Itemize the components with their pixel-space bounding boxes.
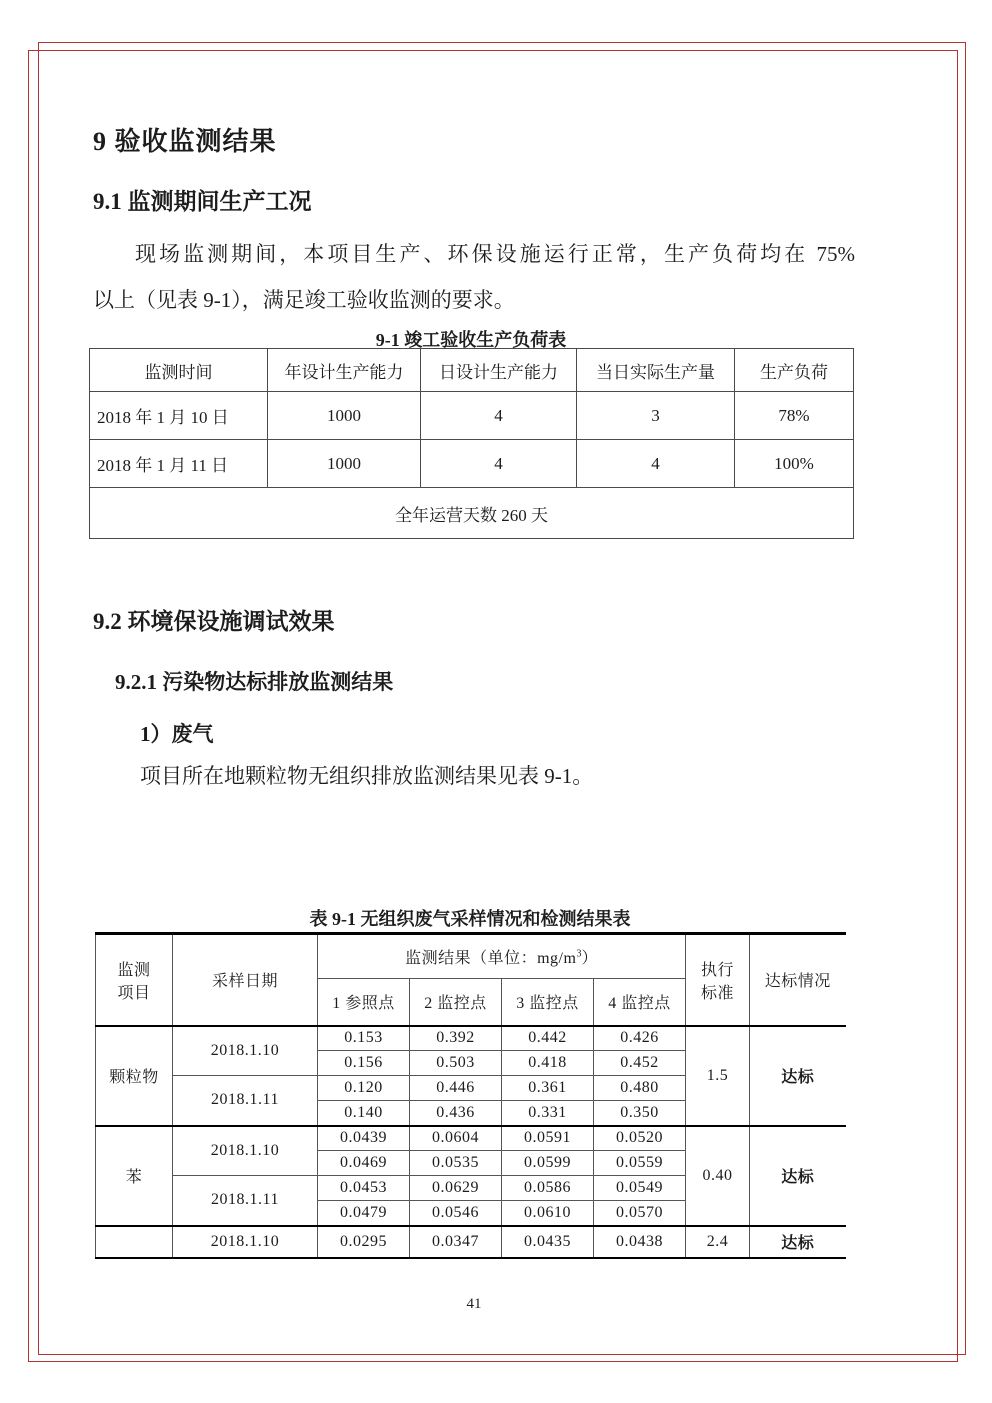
- table-row: [90, 392, 854, 440]
- unit-superscript: 3: [576, 948, 582, 960]
- cell-value: 0.0549: [594, 1176, 686, 1201]
- cell-value: 0.452: [594, 1051, 686, 1076]
- cell-value: 0.0479: [318, 1201, 410, 1226]
- cell-status: 达标: [750, 1226, 846, 1258]
- cell-operating-days: 全年运营天数 260 天: [90, 488, 854, 539]
- cell-value: 78%: [735, 392, 854, 440]
- cell-status: 达标: [750, 1126, 846, 1226]
- column-header-item: [96, 934, 173, 1026]
- column-header-point-4: 4 监控点: [594, 979, 686, 1026]
- cell-value: 0.120: [318, 1076, 410, 1101]
- cell-value: 0.0559: [594, 1151, 686, 1176]
- cell-value: 0.0604: [410, 1126, 502, 1151]
- table-footer-row: [90, 488, 854, 539]
- table-caption-production-load: 9-1 竣工验收生产负荷表: [375, 330, 567, 350]
- cell-value: 0.392: [410, 1026, 502, 1051]
- cell-status: 达标: [750, 1026, 846, 1126]
- cell-value: 0.0469: [318, 1151, 410, 1176]
- cell-value: 3: [577, 392, 735, 440]
- cell-value: 4: [421, 440, 577, 488]
- cell-date: 2018.1.10: [173, 1226, 318, 1258]
- cell-date: 2018 年 1 月 11 日: [90, 440, 268, 488]
- cell-value: 0.442: [502, 1026, 594, 1051]
- column-header-load: 生产负荷: [735, 349, 854, 392]
- table-row: [96, 1126, 846, 1151]
- table-row: [96, 1226, 846, 1258]
- heading-section-9-2: 9.2 环境保设施调试效果: [93, 609, 335, 634]
- cell-value: 0.426: [594, 1026, 686, 1051]
- column-header-point-3: 3 监控点: [502, 979, 594, 1026]
- cell-value: 0.156: [318, 1051, 410, 1076]
- cell-value: 0.0610: [502, 1201, 594, 1226]
- paragraph-line: 以上（见表 9-1），满足竣工验收监测的要求。: [93, 288, 515, 312]
- column-header-standard: [686, 934, 750, 1026]
- cell-value: 1000: [268, 440, 421, 488]
- page-number: 41: [466, 1296, 482, 1312]
- column-header-monitor-time: 监测时间: [90, 349, 268, 392]
- column-header-annual-capacity: 年设计生产能力: [268, 349, 421, 392]
- column-header-point-2: 2 监控点: [410, 979, 502, 1026]
- header-text: 项目: [117, 984, 151, 1002]
- header-text: 标准: [701, 984, 735, 1002]
- table-row: [96, 1026, 846, 1051]
- heading-waste-gas: 1）废气: [140, 722, 214, 746]
- cell-date: 2018.1.11: [173, 1176, 318, 1226]
- cell-value: 4: [577, 440, 735, 488]
- table-header-row: [96, 934, 846, 979]
- paragraph-line: 现场监测期间，本项目生产、环保设施运行正常，生产负荷均在 75%: [135, 242, 855, 266]
- cell-value: 0.0435: [502, 1226, 594, 1258]
- header-text: 监测结果（单位：mg/m: [405, 950, 577, 967]
- heading-subsection-9-2-1: 9.2.1 污染物达标排放监测结果: [115, 670, 394, 694]
- column-header-actual-output: 当日实际生产量: [577, 349, 735, 392]
- heading-section-9-1: 9.1 监测期间生产工况: [93, 189, 312, 214]
- cell-value: 0.0591: [502, 1126, 594, 1151]
- cell-value: 0.0347: [410, 1226, 502, 1258]
- column-header-status: 达标情况: [750, 934, 846, 1026]
- cell-value: 0.331: [502, 1101, 594, 1126]
- header-text: ）: [581, 950, 598, 967]
- cell-value: 0.0586: [502, 1176, 594, 1201]
- cell-value: 0.0570: [594, 1201, 686, 1226]
- cell-value: 0.0535: [410, 1151, 502, 1176]
- cell-value: 0.0599: [502, 1151, 594, 1176]
- cell-value: 0.436: [410, 1101, 502, 1126]
- cell-value: 0.140: [318, 1101, 410, 1126]
- cell-value: 0.480: [594, 1076, 686, 1101]
- cell-value: 1000: [268, 392, 421, 440]
- cell-standard: 1.5: [686, 1026, 750, 1126]
- cell-value: 0.503: [410, 1051, 502, 1076]
- table-caption-gas-results: 表 9-1 无组织废气采样情况和检测结果表: [309, 909, 631, 929]
- heading-chapter: 9 验收监测结果: [93, 127, 277, 156]
- cell-date: 2018.1.10: [173, 1126, 318, 1176]
- cell-value: 0.446: [410, 1076, 502, 1101]
- cell-item: [96, 1226, 173, 1258]
- cell-value: 0.0520: [594, 1126, 686, 1151]
- production-load-table: [89, 348, 854, 539]
- cell-value: 0.418: [502, 1051, 594, 1076]
- header-text: 执行: [701, 961, 735, 979]
- cell-date: 2018 年 1 月 10 日: [90, 392, 268, 440]
- cell-standard: 0.40: [686, 1126, 750, 1226]
- column-header-sample-date: 采样日期: [173, 934, 318, 1026]
- header-text: 监测: [117, 961, 151, 979]
- table-header-row: [90, 349, 854, 392]
- column-header-daily-capacity: 日设计生产能力: [421, 349, 577, 392]
- cell-value: 0.0439: [318, 1126, 410, 1151]
- cell-value: 4: [421, 392, 577, 440]
- cell-value: 0.0295: [318, 1226, 410, 1258]
- cell-item: 苯: [96, 1126, 173, 1226]
- gas-results-table: [95, 932, 846, 1259]
- cell-value: 0.0629: [410, 1176, 502, 1201]
- column-header-point-1: 1 参照点: [318, 979, 410, 1026]
- cell-value: 0.361: [502, 1076, 594, 1101]
- paragraph-production-status: [93, 231, 855, 323]
- cell-value: 100%: [735, 440, 854, 488]
- cell-item: 颗粒物: [96, 1026, 173, 1126]
- paragraph-gas-intro: 项目所在地颗粒物无组织排放监测结果见表 9-1。: [140, 764, 594, 788]
- cell-value: 0.153: [318, 1026, 410, 1051]
- cell-value: 0.350: [594, 1101, 686, 1126]
- cell-value: 0.0453: [318, 1176, 410, 1201]
- cell-value: 0.0546: [410, 1201, 502, 1226]
- column-group-header-results: [318, 934, 686, 979]
- cell-standard: 2.4: [686, 1226, 750, 1258]
- cell-date: 2018.1.10: [173, 1026, 318, 1076]
- cell-date: 2018.1.11: [173, 1076, 318, 1126]
- cell-value: 0.0438: [594, 1226, 686, 1258]
- table-row: [90, 440, 854, 488]
